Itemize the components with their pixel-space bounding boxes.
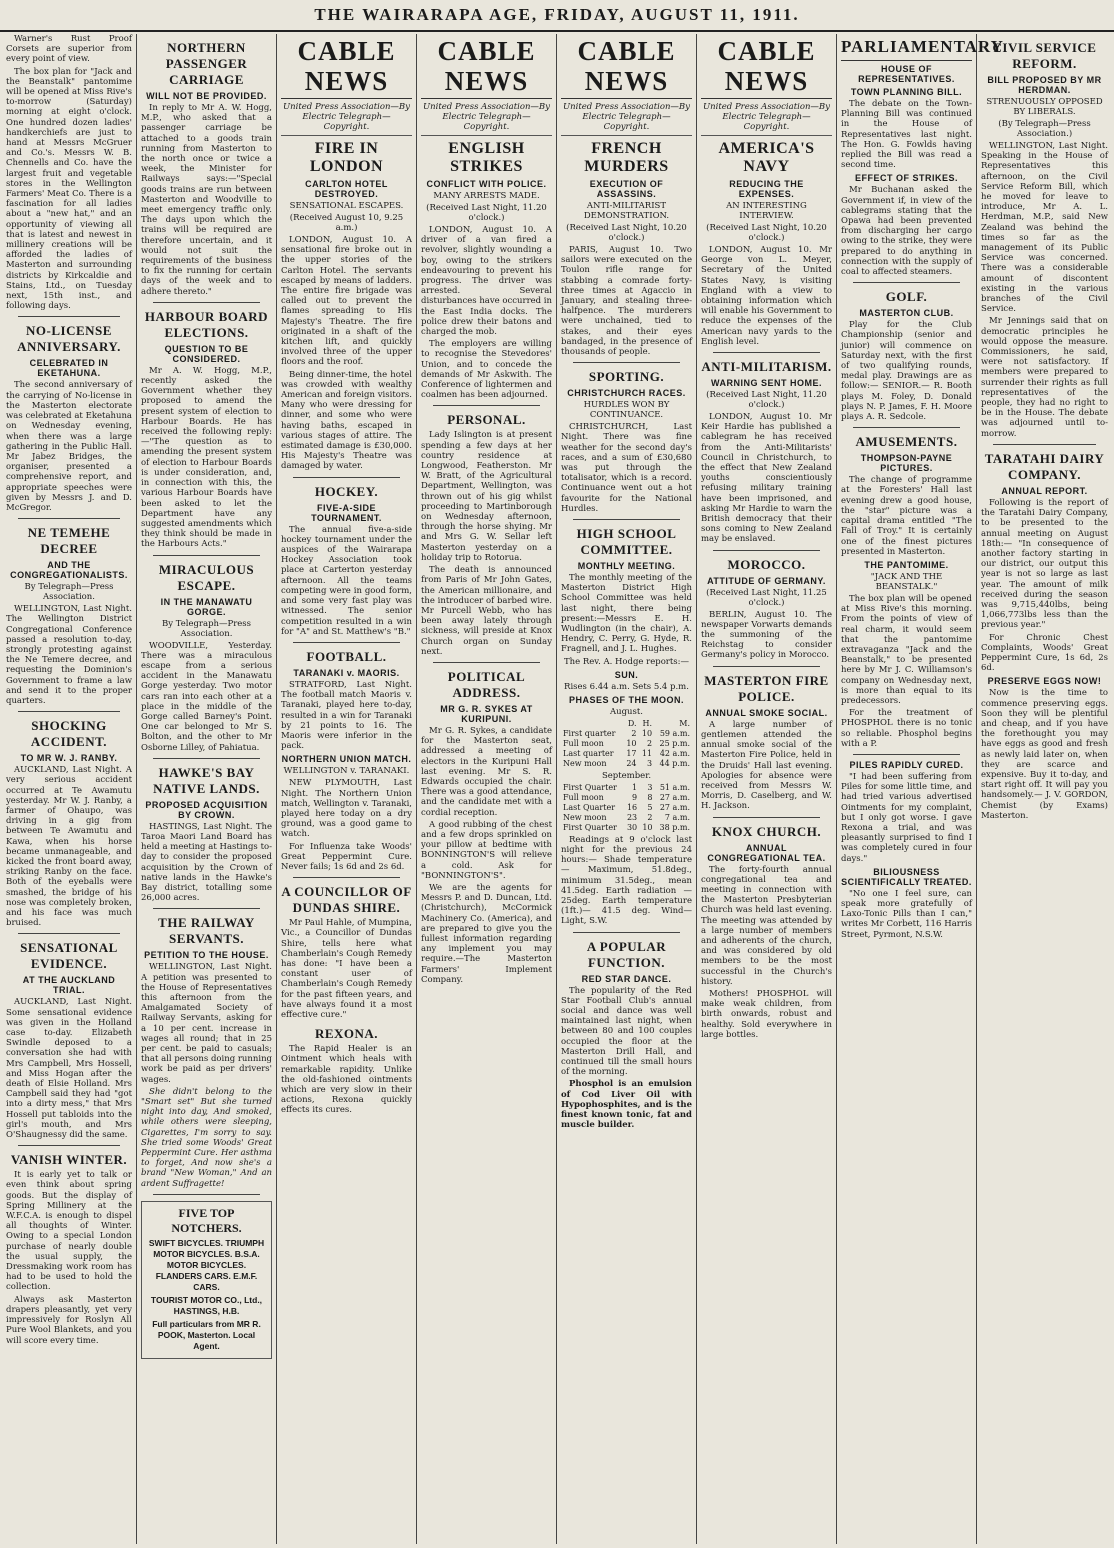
article-heading: MOROCCO. [727, 556, 806, 572]
credit-line: United Press Association—By Electric Telegraph—Copyright. [421, 102, 552, 136]
ad-text: SWIFT BICYCLES. TRIUMPH MOTOR BICYCLES. B.S.A. MOTOR BICYCLES. FLANDERS CARS. E.M.F. CARS. [148, 1237, 265, 1292]
paragraph: LONDON, August 10. A sensational fire broke out in the upper stories of the Carlton Hotel. The servants escaped by means of ladders. The entire fire brigade was called out to prevent the flames spreading to His Majesty's Theatre. The fire originated in a shaft of the kitchen lift, and quickly involved three of the upper floors and the roof. [281, 235, 412, 368]
received-line: (Received Last Night, 10.20 o'clock.) [566, 223, 687, 243]
article-subheading: ANNUAL CONGREGATIONAL TEA. [707, 842, 826, 863]
paragraph: WELLINGTON, Last Night. A petition was presented to the House of Representatives this afternoon from the Amalgamated Society of Railway Servants, asking for a 10 per cent. increase in wages all round; that in 25 per cent. be paid to casuals; that all persons doing running work be paid as per drivers' wages. [141, 962, 272, 1085]
divider [433, 662, 540, 663]
paragraph: "I had been suffering from Piles for some little time, and had tried various advertised Ointments for my complaint, but I only got worse. I gave Rexona a trial, and was pleasantly surprised to find I was completely cured in four days." [841, 771, 972, 864]
ad-text: TOURIST MOTOR CO., Ltd., HASTINGS, H.B. [150, 1294, 263, 1316]
article-subheading: WILL NOT BE PROVIDED. [146, 91, 267, 101]
section-banner: CABLE NEWS [281, 36, 412, 99]
table-cell: New moon [563, 812, 607, 822]
paragraph: Now is the time to commence preserving eggs. Soon they will be plentiful and cheap, and if you have the forethought you may have eggs as good and fresh as newly laid later on, when they are scarce and expensive. Buy it to-day, and start right off. It will pay you handsomely.— J. V. GORDON, Chemist (by Exams) Masterton. [981, 688, 1108, 821]
divider [153, 758, 260, 759]
paragraph: A large number of gentlemen attended the annual smoke social of the Masterton Fire Police, held in the Druids' Hall last evening. Apologies for absence were received from Messrs W. Morris, D. Caselberg, and W. H. Jackson. [701, 719, 832, 812]
paragraph: LONDON, August 10. A driver of a van fired a revolver, slightly wounding a boy, owing to the strikers endeavouring to prevent his progress. The driver was arrested. Several disturbances have occurred in the East India docks. The police drew their batons and charged the mob. [421, 225, 552, 338]
paragraph: Mr G. R. Sykes, a candidate for the Masterton seat, addressed a meeting of electors in the Kuripuni Hall last evening. Mr S. R. Edwards occupied the chair. There was a good attendance, and the candidate met with a cordial reception. [421, 725, 552, 818]
table-row [561, 813, 692, 823]
article-heading: SPORTING. [588, 369, 665, 385]
divider [573, 932, 680, 933]
article-heading: HARBOUR BOARD ELECTIONS. [144, 308, 269, 340]
divider [433, 405, 540, 406]
table-cell: 8 [647, 792, 653, 802]
column-6 [697, 34, 837, 1544]
divider [573, 362, 680, 363]
poem: She didn't belong to the "Smart set" But she turned night into day, And smoked, while others were sleeping, Cigarettes, I'm sorry to say. She tried some Woods' Great Peppermint Cure. Her asthma to forget, And now she's a brand "New Woman," And an ardent Suffragette! [141, 1086, 272, 1189]
article-heading: PERSONAL. [447, 412, 526, 428]
table-header: M. [679, 718, 690, 728]
article-subheading: MANY ARRESTS MADE. [433, 191, 540, 201]
credit-line: United Press Association—By Electric Telegraph—Copyright. [701, 102, 832, 136]
paragraph: AUCKLAND, Last Night. Some sensational evidence was given in the Holland case to-day. Elizabeth Swindle deposed to a conversation she had with Mrs Campbell, Mrs Hossell, and Miss Hogan after the death of Elsie Holland. Mrs Campbell said they had "got into a dirty mess," that Mrs Hossell put tabloids into the girl's mouth, and Mrs O'Shaugnessy did the same. [6, 997, 132, 1141]
columns [2, 34, 1112, 1544]
article-heading: AMERICA'S NAVY [718, 140, 815, 175]
paragraph: HASTINGS, Last Night. The Taroa Maori Land Board has held a meeting at Hastings to-day to consider the proposed acquisition by the Crown of native lands in the Hawke's Bay district, totalling some 26,000 acres. [141, 821, 272, 904]
paragraph: STRATFORD, Last Night. The football match Maoris v. Taranaki, played here to-day, resulted in a win for Taranaki by 21 points to 16. The Maoris were inferior in the pack. [281, 679, 412, 752]
advertisement: For Influenza take Woods' Great Peppermint Cure. Never fails; 1s 6d and 2s 6d. [281, 841, 412, 872]
article-heading: REXONA. [314, 1026, 379, 1042]
article-subheading: ANTI-MILITARIST DEMONSTRATION. [583, 201, 670, 221]
table-cell: 10 [641, 728, 653, 738]
table-row [561, 793, 692, 803]
paragraph: WOODVILLE, Yesterday. There was a miraculous escape from a serious accident in the Manawatu Gorge yesterday. Two motor cars ran into each other at a place in the middle of the Gorge called Barney's Point. One car belonged to Mr S. Bolton, and the other to Mr Osborne Lilley, of Pahiatua. [141, 640, 272, 753]
table-cell: First Quarter [563, 822, 617, 832]
table-cell: 10 [626, 738, 637, 748]
table-row [561, 729, 692, 739]
table-row [561, 803, 692, 813]
article-heading: NE TEMEHE DECREE [27, 525, 111, 557]
table-cell: 38 p.m. [659, 822, 690, 832]
article-heading: SENSATIONAL EVIDENCE. [20, 940, 118, 972]
table-cell: New moon [563, 758, 607, 768]
article-subheading: MONTHLY MEETING. [577, 561, 676, 572]
table-cell: 27 a.m. [659, 792, 690, 802]
received-line: (Received Last Night, 10.20 o'clock.) [706, 223, 827, 243]
paragraph: WELLINGTON, Last Night. The Wellington District Congregational Conference passed a resolution to-day, strongly protesting against the Ne Temere decree, and requesting the Dominion's Government to frame a law and send it to the proper quarters. [6, 604, 132, 706]
table-cell: First Quarter [563, 782, 617, 792]
column-4 [417, 34, 557, 1544]
article-subheading: PILES RAPIDLY CURED. [849, 759, 964, 770]
paragraph: "No one I feel sure, can speak more gratefully of Laxo-Tonic Pills than I can," writes Mr Corbett, 116 Harris Street, Pyrmont, N.S.W. [841, 888, 972, 940]
paragraph: The box plan will be opened at Miss Rive's this morning. From the points of view of real charm, it would seem that the pantomime extravaganza "Jack and the Beanstalk," to be presented here by Mr J. C. Williamson's company on Wednesday next, is more than equal to its predecessors. [841, 593, 972, 706]
table-row [561, 749, 692, 759]
column-5 [557, 34, 697, 1544]
received-line: (Received Last Night, 11.20 o'clock.) [426, 203, 547, 223]
table-cell: 16 [626, 802, 638, 812]
article-subheading: THE PANTOMIME. [864, 559, 949, 570]
weather-report: The Rev. A. Hodge reports:— [563, 656, 690, 667]
paragraph: LONDON, August 10. Mr Keir Hardie has published a cablegram he has received from the Anti-Militarists' Council in Christchurch, to the effect that New Zealand youths conscientiously refusing military training have been imprisoned, and asking Mr Hardie to warn the British democracy that their sons coming to New Zealand may be enslaved. [701, 412, 832, 545]
paragraph: The popularity of the Red Star Football Club's annual social and dance was well maintained last night, when between 80 and 100 couples occupied the floor at the Masterton Drill Hall, and continued till the small hours of the morning. [561, 985, 692, 1078]
paragraph: CHRISTCHURCH, Last Night. There was fine weather for the second day's races, and a sum of £30,680 was put through the totalisator, which is a record. Continuance went out a hot favourite for the National Hurdles. [561, 422, 692, 514]
paragraph: The Rapid Healer is an Ointment which heals with remarkable rapidity. Unlike the old-fashioned ointments which are very slow in their actions, Rexona quickly effects its cures. [281, 1044, 412, 1116]
article-subheading: THOMPSON-PAYNE PICTURES. [860, 453, 953, 474]
divider [293, 477, 400, 478]
table-cell: 2 [631, 728, 637, 738]
paragraph: Readings at 9 o'clock last night for the previous 24 hours:— Shade temperature — Maximum, 51.8deg., minimum 31.5deg., mean 41.5deg. Earth radiation — 25deg. Earth temperature (1ft.)— 41.5 deg. Wind— Light, S.W. [561, 834, 692, 927]
table-cell: 10 [642, 822, 653, 832]
column-3 [277, 34, 417, 1544]
moon-month: September. [601, 770, 652, 781]
article-subheading: RED STAR DANCE. [581, 973, 672, 984]
table-cell: 7 a.m. [664, 812, 690, 822]
article-subheading: BILL PROPOSED BY MR HERDMAN. [987, 75, 1102, 95]
paragraph: Being dinner-time, the hotel was crowded with wealthy American and foreign visitors. Many who were dressing for dinner, and some who were having baths, escaped in various stages of attire. The estimated damage is £30,000. His Majesty's Theatre was damaged by water. [281, 369, 412, 472]
column-1 [2, 34, 137, 1544]
divider [18, 711, 120, 712]
article-heading: FIRE IN LONDON [309, 140, 384, 175]
sun-heading: SUN. [614, 669, 639, 680]
paragraph: The debate on the Town-Planning Bill was continued in the House of Representatives last night. The Hon. G. Fowlds having replied the Bill was read a second time. [841, 99, 972, 171]
article-subheading: ANNUAL SMOKE SOCIAL. [705, 707, 828, 718]
table-cell: 3 [646, 758, 653, 768]
table-cell: 24 [626, 758, 637, 768]
moon-heading: PHASES OF THE MOON. [568, 694, 684, 705]
paragraph: Lady Islington is at present spending a few days at her country residence at Longwood, Featherston. Mr W. Bratt, of the Agricultural Department, Wellington, was thrown out of his gig whilst proceeding to Martinborough on Wednesday afternoon, through the horse shying. Mr and Mrs G. W. Sellar left Masterton yesterday on a holiday trip to Rotorua. [421, 430, 552, 563]
table-header: H. [642, 718, 653, 728]
divider [18, 316, 120, 317]
advertisement: For Chronic Chest Complaints, Woods' Great Peppermint Cure, 1s 6d, 2s 6d. [981, 632, 1108, 674]
article-subheading: HOUSE OF REPRESENTATIVES. [858, 64, 955, 84]
article-subheading: MASTERTON CLUB. [859, 308, 954, 319]
paragraph: The monthly meeting of the Masterton District High School Committee was held last night, there being present:—Messrs E. H. Wudlington (in the chair), A. Hendry, C. Perry, G. Hyde, R. Fragnell, and J. L. Hughes. [561, 573, 692, 655]
table-cell: 44 p.m. [659, 758, 690, 768]
section-banner: CABLE NEWS [701, 36, 832, 99]
received-line: (Received Last Night, 11.20 o'clock.) [706, 390, 827, 411]
table-row [561, 759, 692, 769]
article-subheading: "JACK AND THE BEANSTALK." [870, 571, 943, 592]
paragraph: AUCKLAND, Last Night. A very serious accident occurred at Te Awamutu yesterday. Mr W. J. Ranby, a farmer of Ohaupo, was driving in a gig from between Te Awamutu and Kawa, when his horse became unmanageable, and kicked the front board away, striking Ranby on the face. Both of the eyeballs were smashed, the bridge of his nose was completely broken, and his face was much bruised. [6, 765, 132, 929]
paragraph: Play for the Club Championship (senior and junior) will commence on Saturday next, with the first of two qualifying rounds, medal play. Drawings are as follow:— SENIOR.— R. Booth plays M. Foley, D. Donald plays N. P. James, F. H. Moore plays A. R. Sedcole. [841, 320, 972, 423]
paragraph: Mr Paul Hahle, of Mumpina, Vic., a Councillor of Dundas Shire, tells here what Chamberlain's Cough Remedy has done: "I have been a constant user of Chamberlain's Cough Remedy for the past fifteen years, and have always found it a most effective cure." [281, 918, 412, 1020]
table-header-row [561, 719, 692, 729]
table-cell: 51 a.m. [659, 782, 690, 792]
credit-line: United Press Association—By Electric Telegraph—Copyright. [281, 102, 412, 136]
article-heading: GOLF. [885, 289, 928, 305]
moon-table-september [561, 783, 692, 833]
divider [18, 1145, 120, 1146]
article-subheading: REDUCING THE EXPENSES. [729, 179, 804, 199]
sun-times: Rises 6.44 a.m. Sets 5.4 p.m. [564, 681, 689, 692]
article-heading: AMUSEMENTS. [855, 434, 958, 450]
article-heading: NO-LICENSE ANNIVERSARY. [17, 323, 121, 355]
column-7 [837, 34, 1004, 1544]
article-subheading: TOWN PLANNING BILL. [850, 87, 963, 97]
byline: By Telegraph—Press Association. [24, 582, 114, 603]
table-cell: Last quarter [563, 748, 614, 758]
article-heading: FOOTBALL. [306, 648, 387, 664]
byline: (By Telegraph—Press Association.) [998, 119, 1091, 139]
paragraph: The forty-fourth annual congregational tea and meeting in connection with the Masterton Presbyterian Church was held last evening. The meeting was attended by a large number of members and adherents of the church, and was considered by old members to be the most successful in the Church's history. [701, 864, 832, 987]
article-subheading: WARNING SENT HOME. [710, 378, 822, 389]
ad-text: Full particulars from MR R. POOK, Masterton. Local Agent. [152, 1318, 261, 1351]
divider [993, 444, 1096, 445]
article-subheading: CELEBRATED IN EKETAHUNA. [29, 358, 109, 379]
article-heading: FRENCH MURDERS [584, 140, 669, 175]
article-heading: HIGH SCHOOL COMMITTEE. [576, 526, 677, 558]
paragraph: PARIS, August 10. Two sailors were executed on the Toulon rifle range for stabbing a comrade forty-three times at Agaccio in January, and stealing three-halfpence. The murderers were unchained, tied to stakes, and their eyes bandaged, in the presence of thousands of people. [561, 245, 692, 358]
table-cell: 1 [632, 782, 638, 792]
article-subheading: MR G. R. SYKES AT KURIPUNI. [440, 703, 533, 724]
article-heading: CIVIL SERVICE REFORM. [992, 40, 1097, 71]
advertisement: Mothers! PHOSPHOL will make weak children, from birth onwards, robust and healthy. Sold everywhere in large bottles. [701, 988, 832, 1040]
paragraph: We are the agents for Messrs P. and D. Duncan, Ltd. (Christchurch), McCormick Machinery Co. (America), and are prepared to give you the fullest information regarding any implement you may require.—The Masterton Farmers' Implement Company. [421, 882, 552, 985]
article-heading: SHOCKING ACCIDENT. [30, 718, 108, 750]
article-heading: NORTHERN PASSENGER CARRIAGE [165, 40, 248, 87]
article-subheading: CARLTON HOTEL DESTROYED. [305, 179, 388, 199]
divider [293, 642, 400, 643]
table-cell: 2 [646, 738, 653, 748]
table-cell: Full moon [563, 792, 604, 802]
article-heading: A COUNCILLOR OF DUNDAS SHIRE. [281, 884, 412, 916]
byline: By Telegraph—Press Association. [161, 618, 252, 639]
paragraph: The death is announced from Paris of Mr John Gates, the American millionaire, and the introducer of barbed wire. Mr Purcell Webb, who has been away lately through sickness, will preside at Knox Church organ on Sunday next. [421, 565, 552, 657]
article-subheading: SENSATIONAL ESCAPES. [289, 201, 404, 211]
page-title: THE WAIRARAPA AGE, FRIDAY, AUGUST 11, 1911. [314, 5, 800, 24]
table-cell: 27 a.m. [659, 802, 690, 812]
article-subheading: QUESTION TO BE CONSIDERED. [164, 343, 249, 364]
section-banner: CABLE NEWS [421, 36, 552, 99]
table-cell: Full moon [563, 738, 604, 748]
moon-month: August. [609, 706, 643, 717]
article-subheading: PROPOSED ACQUISITION BY CROWN. [145, 799, 268, 820]
paragraph: Warner's Rust Proof Corsets are superior from every point of view. [6, 34, 132, 65]
advertisement [141, 1201, 272, 1359]
divider [713, 352, 820, 353]
divider [153, 908, 260, 909]
table-row [561, 783, 692, 793]
masthead [0, 0, 1114, 32]
divider [18, 518, 120, 519]
advertisement: For the treatment of PHOSPHOL there is no tonic so reliable. Phosphol begins with a P. [841, 708, 972, 749]
paragraph: WELLINGTON, Last Night. Speaking in the House of Representatives this afternoon, on the Civil Service Reform Bill, which he moved for leave to introduce, Mr A. L. Herdman, M.P., said New Zealand was behind the times so far as the management of its Public Service was concerned. There was a considerable amount of discontent existing in the various branches of the Civil Service. [981, 141, 1108, 315]
article-heading: MASTERTON FIRE POLICE. [704, 672, 829, 704]
article-subheading: PRESERVE EGGS NOW! [987, 676, 1102, 687]
credit-line: United Press Association—By Electric Telegraph—Copyright. [561, 102, 692, 136]
paragraph: The annual five-a-side hockey tournament under the auspices of the Wairarapa Hockey Association took place at Carterton yesterday afternoon. All the teams competing were in good form, and some very fast play was witnessed. The senior competition resulted in a win for "A" and St. Matthew's "B." [281, 524, 412, 637]
paragraph: Mr Buchanan asked the Government if, in view of the cablegrams stating that the Opawa had been prevented from discharging her cargo owing to the strike, they were prepared to do anything in connection with the supply of coal to affected steamers. [841, 185, 972, 278]
ad-heading: FIVE TOP NOTCHERS. [171, 1205, 242, 1235]
advertisement: Phosphol is an emulsion of Cod Liver Oil with Hypophosphites, and is the finest known tonic, fat and muscle builder. [561, 1079, 692, 1131]
table-cell: 30 [626, 822, 638, 832]
table-cell: 59 a.m. [659, 728, 690, 738]
divider [153, 302, 260, 303]
paragraph: The change of programme at the Foresters' Hall last evening drew a good house, the "star" picture was a capital drama entitled "The Fall of Troy." It is certainly one of the finest pictures presented in Masterton. [841, 475, 972, 557]
article-subheading: EFFECT OF STRIKES. [854, 173, 958, 184]
paragraph: The second anniversary of the carrying of No-license in the Masterton electorate was celebrated at Eketahuna on Wednesday evening, when there was a large gathering in the Public Hall. Mr Jabez Bridges, the organiser, presented a comprehensive report, and appropriate speeches were given by Messrs J. and D. McGregor. [6, 380, 132, 513]
paragraph: Always ask Masterton drapers pleasantly, yet very impressively for Roslyn All Pure Wool Blankets, and you will score every time. [6, 1294, 132, 1346]
article-heading: KNOX CHURCH. [711, 823, 822, 839]
article-subheading: STRENUOUSLY OPPOSED BY LIBERALS. [986, 97, 1103, 117]
divider [153, 1194, 260, 1195]
divider [713, 550, 820, 551]
table-cell: 17 [626, 748, 637, 758]
article-heading: ANTI-MILITARISM. [701, 359, 832, 375]
article-subheading: NORTHERN UNION MATCH. [281, 754, 412, 765]
paragraph: Mr Jennings said that on democratic principles he would oppose the measure. Commissioners, he said, were not satisfactory. If members were prepared to surrender their rights as full representatives of the people, they had no right to be in the House. The debate was adjourned until to-morrow. [981, 316, 1108, 439]
article-subheading: EXECUTION OF ASSASSINS. [589, 179, 664, 199]
article-heading: VANISH WINTER. [10, 1152, 128, 1168]
article-subheading: TARANAKI v. MAORIS. [293, 667, 400, 678]
paragraph: It is early yet to talk or even think about spring goods. But the display of Spring Millinery at the W.F.C.A. is enough to dispel all thoughts of Winter. Owing to a special London purchase of nearly double the usual supply, the Dressmaking work room has had to be used to hold the collection. [6, 1170, 132, 1293]
moon-table-august [561, 719, 692, 769]
article-subheading: AN INTERESTING INTERVIEW. [726, 201, 807, 221]
article-subheading: FIVE-A-SIDE TOURNAMENT. [311, 502, 382, 523]
article-heading: MIRACULOUS ESCAPE. [158, 561, 255, 593]
divider [713, 817, 820, 818]
article-subheading: ANNUAL REPORT. [1001, 485, 1088, 496]
paragraph: A good rubbing of the chest and a few drops sprinkled on your pillow at bedtime with BONNINGTON'S will relieve a cold. Ask for "BONNINGTON'S". [421, 819, 552, 881]
section-banner: PARLIAMENTARY [841, 36, 972, 61]
column-2 [137, 34, 277, 1544]
article-subheading: CONFLICT WITH POLICE. [426, 179, 547, 189]
table-cell: First quarter [563, 728, 616, 738]
article-heading: TARATAHI DAIRY COMPANY. [984, 450, 1105, 482]
divider [853, 282, 960, 283]
paragraph: In reply to Mr A. W. Hogg, M.P., who asked that a passenger carriage be attached to a goods train running from Masterton to the north once or twice a week, the Minister for Railways says:—"Special goods trains are run between Masterton and Woodville to meet emergency traffic only. The days upon which the trains will be required are therefore uncertain, and it would not suit the requirements of the business to fix the running for certain days of the week and to adhere thereto." [141, 103, 272, 297]
article-heading: A POPULAR FUNCTION. [586, 938, 667, 970]
paragraph: LONDON, August 10. Mr George von L. Meyer, Secretary of the United States Navy, is visiting England with a view to obtaining information which will enable his Government to reduce the expenses of the American navy yards to the English level. [701, 245, 832, 347]
paragraph: Mr A. W. Hogg, M.P., recently asked the Government whether they proposed to amend the present system of election to Harbour Boards. He has received the following reply:—"The question as to amending the present system of election to Harbour Boards is under consideration, and, in connection with this, the various Harbour Boards have been asked to let the Department have any suggested amendments which they think should be made in the Harbours Acts." [141, 365, 272, 550]
table-header [561, 719, 623, 729]
paragraph: NEW PLYMOUTH, Last Night. The Northern Union match, Wellington v. Taranaki, played here today on a dry ground, was a good game to watch. [281, 778, 412, 840]
article-subheading: HURDLES WON BY CONTINUANCE. [583, 400, 670, 421]
article-subheading: PETITION TO THE HOUSE. [144, 950, 269, 961]
table-cell: 25 p.m. [659, 738, 690, 748]
divider [293, 877, 400, 878]
paragraph: The box plan for "Jack and the Beanstalk" pantomime will be opened at Miss Rive's to-morrow (Saturday) morning at eight o'clock. One hundred dozen ladies' handkerchiefs are just to hand at Messrs McGruer and Co.'s. Messrs W. B. Chennells and Co. have the largest fruit and vegetable stores in the Wellington Farmers' Meat Co. There is a fascination for all ladies about a "new hat," and an opportunity of viewing all that is latest and newest in millinery creations will be afforded the ladies of Masterton and surrounding districts by Kirkcaldie and Stains, Ltd., on Tuesday next, 15th inst., and following days. [6, 66, 132, 312]
article-subheading: WELLINGTON v. TARANAKI. [283, 766, 410, 777]
article-heading: ENGLISH STRIKES [448, 140, 525, 175]
table-row [561, 739, 692, 749]
divider [713, 666, 820, 667]
article-subheading: IN THE MANAWATU GORGE. [160, 596, 253, 617]
table-cell: 5 [647, 802, 653, 812]
paragraph: BERLIN, August 10. The newspaper Vorwarts demands the summoning of the Reichstag to consider Germany's policy in Morocco. [701, 609, 832, 661]
table-cell: Last Quarter [563, 802, 616, 812]
paragraph: The employers are willing to recognise the Stevedores' Union, and to concede the demands of Mr Askwith. The Conference of lightermen and coalmen has been adjourned. [421, 339, 552, 401]
article-subheading: CHRISTCHURCH RACES. [567, 388, 686, 399]
article-heading: POLITICAL ADDRESS. [447, 668, 526, 700]
article-subheading: AT THE AUCKLAND TRIAL. [22, 975, 116, 996]
section-banner: CABLE NEWS [561, 36, 692, 99]
table-cell: 42 a.m. [659, 748, 690, 758]
table-row [561, 823, 692, 833]
received-line: (Received Last Night, 11.25 o'clock.) [706, 587, 827, 608]
divider [153, 555, 260, 556]
article-heading: THE RAILWAY SERVANTS. [158, 915, 255, 947]
divider [573, 519, 680, 520]
paragraph: Following is the report of the Taratahi Dairy Company, to be presented to the annual meeting on August 18th:— "In consequence of another factory starting in our district, our output this year is not so large as last year. The amount of milk received during the season was 9,715,440lbs, being 1,066,773lbs less than the previous year." [981, 497, 1108, 631]
received-line: (Received August 10, 9.25 a.m.) [289, 213, 404, 233]
divider [853, 754, 960, 755]
column-8 [977, 34, 1112, 1544]
table-cell: 23 [626, 812, 638, 822]
article-subheading: TO MR W. J. RANBY. [20, 753, 118, 764]
divider [18, 933, 120, 934]
divider [853, 427, 960, 428]
table-cell: 3 [647, 782, 653, 792]
article-heading: HAWKE'S BAY NATIVE LANDS. [153, 764, 260, 796]
article-subheading: ATTITUDE OF GERMANY. [707, 575, 826, 586]
table-cell: 9 [632, 792, 638, 802]
table-header: D. [627, 718, 637, 728]
article-heading: HOCKEY. [314, 483, 379, 499]
table-cell: 2 [647, 812, 653, 822]
article-subheading: BILIOUSNESS SCIENTIFICALLY TREATED. [841, 866, 972, 887]
article-subheading: AND THE CONGREGATIONALISTS. [10, 560, 128, 581]
table-cell: 11 [641, 748, 653, 758]
